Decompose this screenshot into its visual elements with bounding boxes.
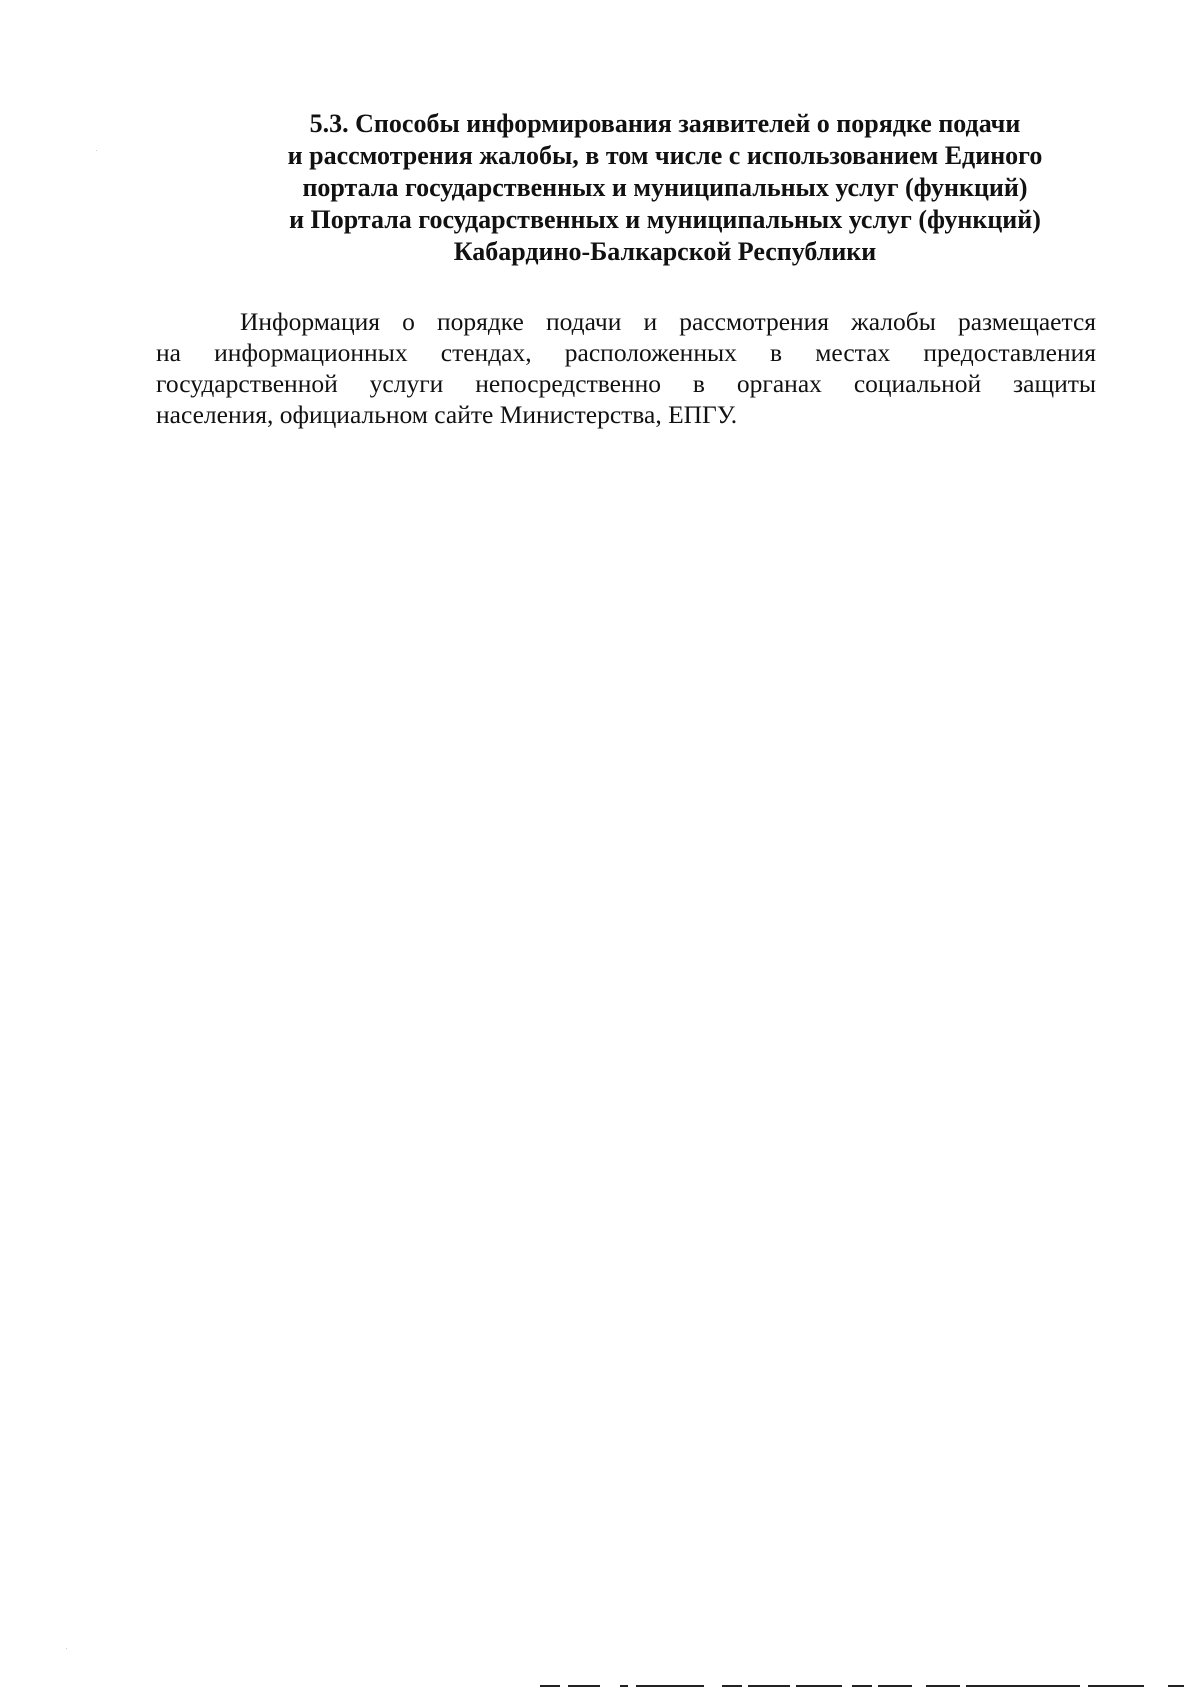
paragraph-line: на информационных стендах, расположенных в местах предоставления	[156, 338, 1096, 367]
paragraph-line: государственной услуги непосредственно в органах социальной защиты	[156, 369, 1096, 398]
paragraph-line: населения, официальном сайте Министерства, ЕПГУ.	[156, 400, 738, 429]
body-paragraph	[156, 306, 1096, 430]
scan-speck	[96, 150, 97, 151]
heading-line: Кабардино-Балкарской Республики	[453, 237, 877, 266]
heading-line: и Портала государственных и муниципальных услуг (функций)	[289, 205, 1041, 234]
heading-line: 5.3. Способы информирования заявителей о порядке подачи	[309, 109, 1021, 138]
scan-edge-marks	[0, 1682, 1200, 1690]
scan-speck	[66, 1648, 67, 1649]
section-heading	[230, 108, 1100, 268]
heading-line: портала государственных и муниципальных услуг (функций)	[302, 173, 1028, 202]
heading-line: и рассмотрения жалобы, в том числе с использованием Единого	[287, 141, 1043, 170]
paragraph-line: Информация о порядке подачи и рассмотрения жалобы размещается	[240, 307, 1096, 336]
